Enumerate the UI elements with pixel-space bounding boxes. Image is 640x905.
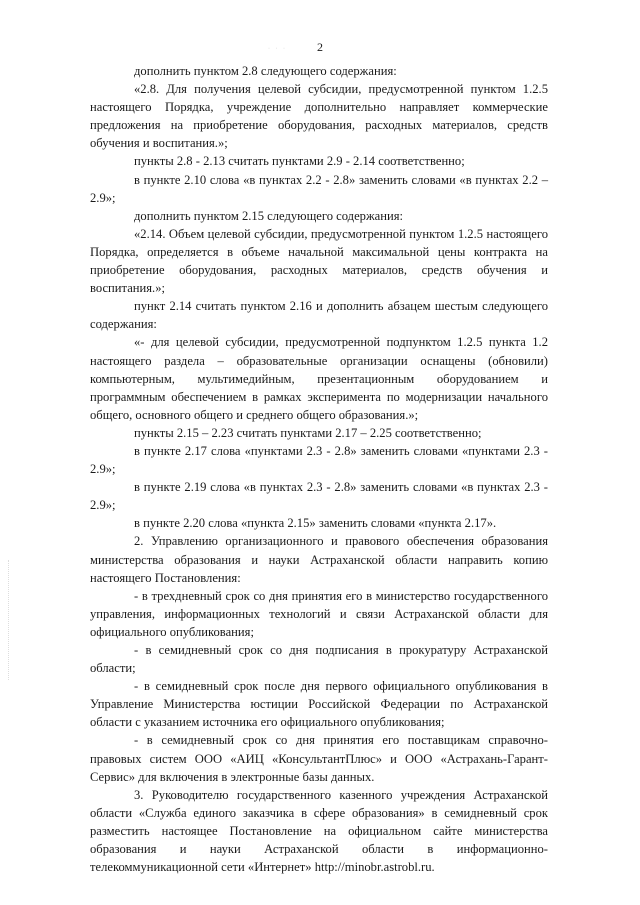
paragraph-item-legal-systems: - в семидневный срок со дня принятия его поставщикам справочно-правовых систем ООО «АИЦ «КонсультантПлюс» и ООО «Астрахань-Гарант-Сервис» для включения в электронные базы данных. [90,733,548,784]
paragraph-2-14-renumber: пункт 2.14 считать пунктом 2.16 и дополнить абзацем шестым следующего содержания: [90,299,548,332]
paragraph-2-8-text: «2.8. Для получения целевой субсидии, предусмотренной пунктом 1.2.5 настоящего Порядка, учреждение дополнительно направляет коммерческие предложения на приобретение оборудования, расходных материалов, средств обучения и воспитания.»; [90,82,548,151]
paragraph-2-17-replace: в пункте 2.17 слова «пунктами 2.3 - 2.8» заменить словами «пунктами 2.3 - 2.9»; [90,443,548,477]
paragraph-subsidy-result: «- для целевой субсидии, предусмотренной подпунктом 1.2.5 пункта 1.2 настоящего раздела – образовательные организации оснащены (обновили) компьютерным, мультимедийным, презентационным оборудованием и программным обеспечением в рамках эксперимента по модернизации начального общего, основного общего и среднего общего образования.»; [90,335,548,422]
paragraph-2-20-replace: в пункте 2.20 слова «пункта 2.15» заменить словами «пункта 2.17». [134,516,497,531]
paragraph-section-3: 3. Руководителю государственного казенного учреждения Астраханской области «Служба единого заказчика в сфере образования» в семидневный срок разместить настоящее Постановление на официальном сайте министерства образования и науки Астраханской области в информационно-телекоммуникационной сети «Интернет» http://minobr.astrobl.ru. [90,787,548,875]
page-number: 2 [317,40,323,54]
scan-artifact: · · · [268,46,287,52]
paragraph-renumber-2-15: пункты 2.15 – 2.23 считать пунктами 2.17 – 2.25 соответственно; [134,425,482,440]
paragraph-item-justice: - в семидневный срок после дня первого официального опубликования в Управление Министерства юстиции Российской Федерации по Астраханской области с указанием источника его официального опубликования; [90,679,548,730]
paragraph-2-14-text: «2.14. Объем целевой субсидии, предусмотренной пунктом 1.2.5 настоящего Порядка, определяется в объеме начальной максимальной цены контракта на приобретение оборудования, расходных материалов, средств обучения и воспитания.»; [90,226,548,296]
paragraph-2-10-replace: в пункте 2.10 слова «в пунктах 2.2 - 2.8» заменить словами «в пунктах 2.2 – 2.9»; [90,172,548,205]
paragraph-add-2-15: дополнить пунктом 2.15 следующего содержания: [134,208,404,223]
paragraph-item-3-days: - в трехдневный срок со дня принятия его в министерство государственного управления, информационных технологий и связи Астраханской области для официального опубликования; [90,588,548,639]
paragraph-section-2: 2. Управлению организационного и правового обеспечения образования министерства образования и науки Астраханской области направить копию настоящего Постановления: [90,534,548,585]
paragraph-renumber-2-8: пункты 2.8 - 2.13 считать пунктами 2.9 - 2.14 соответственно; [134,154,465,169]
paragraph-add-2-8: дополнить пунктом 2.8 следующего содержания: [134,64,397,78]
scan-edge-artifact [8,560,10,680]
document-body [90,62,548,876]
paragraph-2-19-replace: в пункте 2.19 слова «в пунктах 2.3 - 2.8» заменить словами «в пунктах 2.3 - 2.9»; [90,480,548,513]
paragraph-item-prosecutor: - в семидневный срок со дня подписания в прокуратуру Астраханской области; [90,643,548,676]
